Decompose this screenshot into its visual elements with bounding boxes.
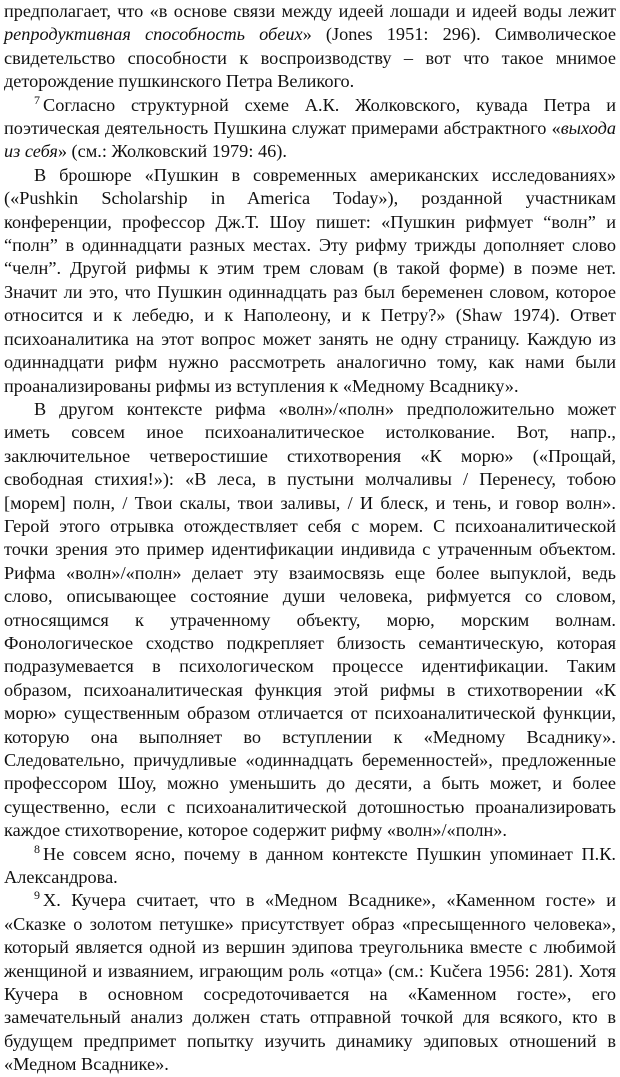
- italic-phrase: репродуктивная способность обеих: [4, 24, 303, 45]
- footnote-9: [4, 889, 616, 1076]
- paragraph-shaw: В брошюре «Пушкин в современных американских исследованиях» («Pushkin Scholarship in America Today»), розданной участникам конференции, профессор Дж.Т. Шоу пишет: «Пушкин рифмует “волн” и “полн” в одиннадцати разных местах. Эту рифму трижды дополняет слово “челн”. Другой рифмы к этим трем словам (в такой форме) в поэме нет. Значит ли это, что Пушкин одиннадцать раз был беременен словом, которое относится и к лебедю, и к Наполеону, и к Петру?» (Shaw 1974). Ответ психоаналитика на этот вопрос может занять не одну страницу. Каждую из одиннадцати рифм нужно рассмотреть аналогично тому, как нами были проанализированы рифмы из вступления к «Медному Всаднику».: [4, 164, 616, 396]
- italic-phrase: выхода из себя: [4, 118, 616, 162]
- footnote-text: Х. Кучера считает, что в «Медном Всаднике», «Каменном госте» и «Сказке о золотом петушке» присутствует образ «пресыщенного человека», который является одной из вершин эдипова треугольника вместе с любимой женщиной и изваянием, играющим роль «отца» (см.: Kučera 1956: 281). Хотя Кучера в основном сосредоточивается на «Каменном госте», его замечательный анализ должен стать отправной точкой для всякого, кто в будущем предпримет попытку изучить динамику эдиповых отношений в «Медном Всаднике».: [4, 890, 616, 1075]
- footnote-text: Не совсем ясно, почему в данном контексте Пушкин упоминает П.К. Александрова.: [4, 843, 616, 888]
- paragraph-rhyme-analysis: В другом контексте рифма «волн»/«полн» предположительно может иметь совсем иное психоаналитическое истолкование. Вот, напр., заключительное четверостишие стихотворения «К морю» («Прощай, свободная стихия!»): «В леса, в пустыни молчаливы / Перенесу, тобою [морем] полн, / Твои скалы, твои заливы, / И блеск, и тень, и говор волн». Герой этого отрывка отождествляет себя с морем. С психоаналитической точки зрения это пример идентификации индивида с утраченным объектом. Рифма «волн»/«полн» делает эту взаимосвязь еще более выпуклой, ведь слово, описывающее состояние души человека, рифмуется со словом, относящимся к утраченному объекту, морю, морским волнам. Фонологическое сходство подкрепляет близость семантическую, которая подразумевается в психологическом процессе идентификации. Таким образом, психоаналитическая функция этой рифмы в стихотворении «К морю» существенным образом отличается от психоаналитической функции, которую она выполняет во вступлении к «Медному Всаднику». Следовательно, причудливые «одиннадцать беременностей», предложенные профессором Шоу, можно уменьшить до десяти, а быть может, и более существенно, если с психоаналитической дотошностью проанализировать каждое стихотворение, которое содержит рифму «волн»/«полн».: [4, 398, 616, 841]
- document-page: [4, 0, 616, 1077]
- footnote-number: 9: [34, 888, 40, 903]
- footnote-text: » (см.: Жолковский 1979: 46).: [57, 141, 287, 162]
- paragraph-text: предполагает, что «в основе связи между идеей лошади и идеей воды лежит: [4, 1, 616, 21]
- footnote-text: Согласно структурной схеме А.К. Жолковского, кувада Петра и поэтическая деятельность Пушкина служат примерами абстрактного «: [4, 94, 616, 139]
- footnote-number: 8: [34, 841, 40, 856]
- paragraph-continuation: [4, 0, 616, 94]
- footnote-8: [4, 843, 616, 890]
- footnote-7: [4, 94, 616, 164]
- paragraph-text: » (Jones 1951: 296). Символическое свидетельство способности к воспроизводству – вот что такое мнимое деторождение пушкинского Петра Великого.: [4, 24, 616, 92]
- footnote-number: 7: [34, 92, 40, 107]
